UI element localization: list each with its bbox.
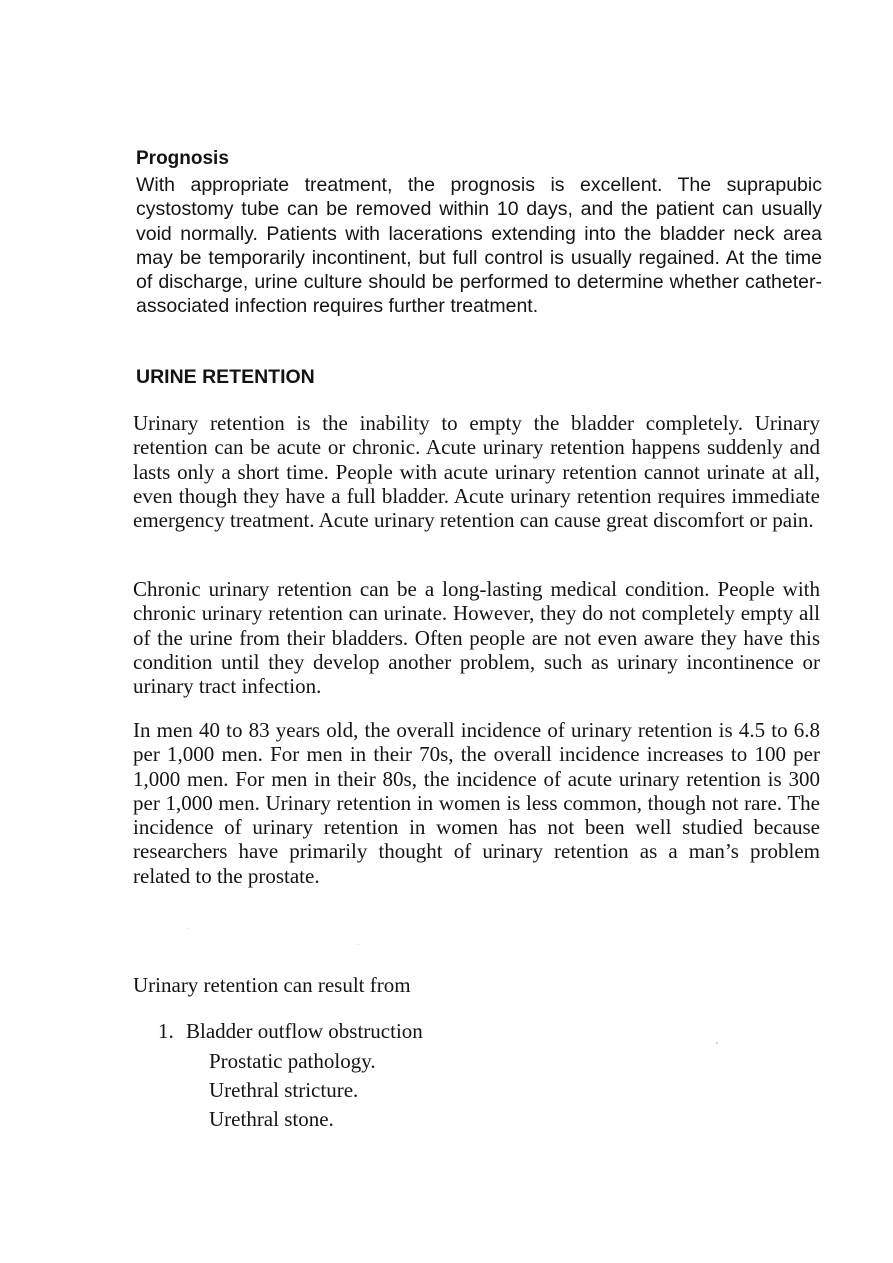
incidence-paragraph: In men 40 to 83 years old, the overall incidence of urinary retention is 4.5 to 6.8 per 1,000 men. For men in their 70s, the overall incidence increases to 100 per 1,000 men. For men in their 80s, the incidence of acute urinary retention is 300 per 1,000 men. Urinary retention in women is less common, though not rare. The incidence of urinary retention in women has not been well studied because researchers have primarily thought of urinary retention as a man’s problem related to the prostate. [133, 718, 820, 888]
sub-list-item: Prostatic pathology. [209, 1049, 376, 1073]
urine-retention-heading: URINE RETENTION [136, 366, 315, 388]
list-item-number: 1. [158, 1019, 174, 1043]
sub-list-item: Urethral stricture. [209, 1078, 359, 1102]
chronic-retention-paragraph: Chronic urinary retention can be a long-lasting medical condition. People with chronic urinary retention can urinate. However, they do not completely empty all of the urine from their bladders. Often people are not even aware they have this condition until they develop another problem, such as urinary incontinence or urinary tract infection. [133, 577, 820, 699]
scan-speck [358, 944, 359, 945]
causes-intro: Urinary retention can result from [133, 973, 411, 997]
prognosis-heading: Prognosis [136, 148, 229, 169]
definition-paragraph: Urinary retention is the inability to empty the bladder completely. Urinary retention can be acute or chronic. Acute urinary retention happens suddenly and lasts only a short time. People with acute urinary retention cannot urinate at all, even though they have a full bladder. Acute urinary retention requires immediate emergency treatment. Acute urinary retention can cause great discomfort or pain. [133, 411, 820, 533]
prognosis-paragraph: With appropriate treatment, the prognosis is excellent. The suprapubic cystostomy tube can be removed within 10 days, and the patient can usually void normally. Patients with lacerations extending into the bladder neck area may be temporarily incontinent, but full control is usually regained. At the time of discharge, urine culture should be performed to determine whether catheter-associated infection requires further treatment. [136, 174, 822, 318]
list-item [158, 1018, 423, 1044]
list-item-title: Bladder outflow obstruction [186, 1019, 423, 1043]
sub-list [209, 1047, 376, 1134]
scan-speck [716, 1042, 718, 1044]
scan-speck [187, 928, 188, 929]
sub-list-item: Urethral stone. [209, 1107, 334, 1131]
